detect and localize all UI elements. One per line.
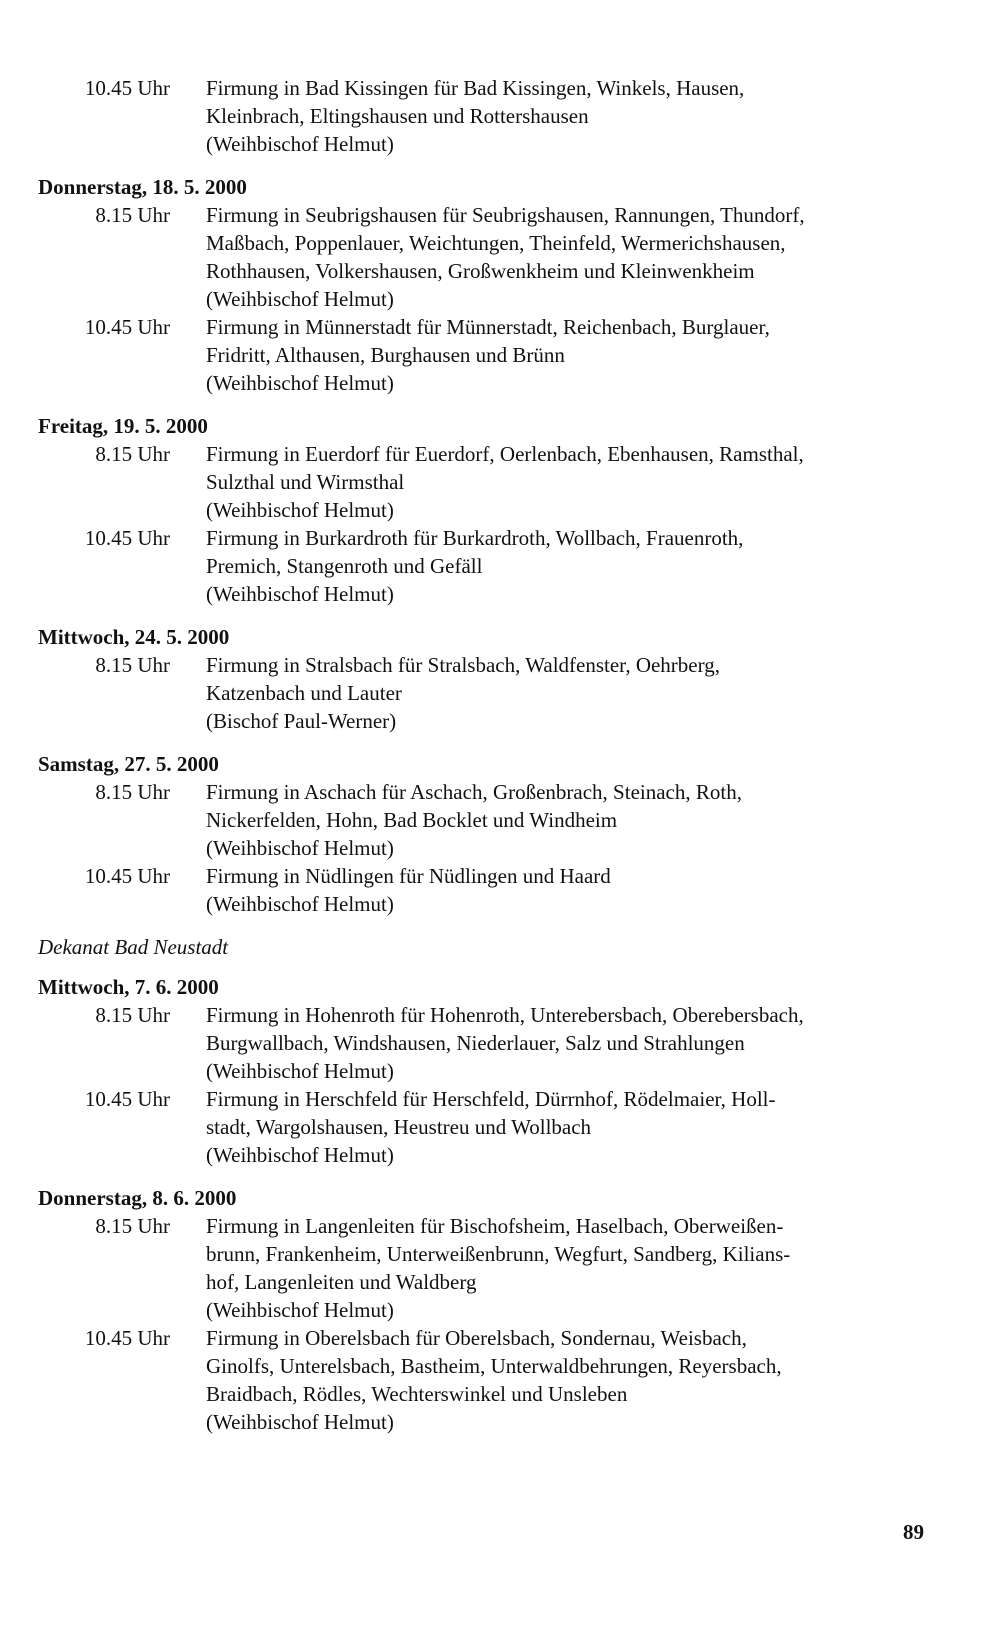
description-line: brunn, Frankenheim, Unterweißenbrunn, Wegfurt, Sandberg, Kilians- [206, 1242, 791, 1266]
description-line: Nickerfelden, Hohn, Bad Bocklet und Windheim [206, 808, 618, 832]
entry-time-cell [38, 1085, 170, 1169]
entry-time: 10.45 Uhr [84, 864, 170, 888]
description-line: (Bischof Paul-Werner) [206, 709, 397, 733]
deanery-heading: Dekanat Bad Neustadt [38, 935, 229, 959]
description-line: Firmung in Langenleiten für Bischofsheim, Haselbach, Oberweißen- [206, 1214, 784, 1238]
entry-description [170, 778, 916, 862]
description-line: Firmung in Aschach für Aschach, Großenbrach, Steinach, Roth, [206, 780, 742, 804]
schedule-entry [38, 1085, 938, 1169]
entry-time-cell [38, 778, 170, 862]
entry-description [170, 440, 916, 524]
description-line: Firmung in Münnerstadt für Münnerstadt, Reichenbach, Burglauer, [206, 315, 770, 339]
description-line: (Weihbischof Helmut) [206, 582, 394, 606]
entry-time-cell [38, 74, 170, 158]
description-line: Sulzthal und Wirmsthal [206, 470, 405, 494]
schedule-entry [38, 862, 938, 918]
description-line: Firmung in Stralsbach für Stralsbach, Waldfenster, Oehrberg, [206, 653, 720, 677]
description-line: (Weihbischof Helmut) [206, 1410, 394, 1434]
entry-time-cell [38, 201, 170, 313]
day-section [38, 623, 938, 735]
entry-description [170, 524, 916, 608]
description-line: Braidbach, Rödles, Wechterswinkel und Unsleben [206, 1382, 628, 1406]
description-line: Ginolfs, Unterelsbach, Bastheim, Unterwaldbehrungen, Reyersbach, [206, 1354, 782, 1378]
description-line: Firmung in Hohenroth für Hohenroth, Unterebersbach, Oberebersbach, [206, 1003, 804, 1027]
description-line: Maßbach, Poppenlauer, Weichtungen, Theinfeld, Wermerichshausen, [206, 231, 786, 255]
entry-description [170, 1212, 916, 1324]
description-line: Rothhausen, Volkershausen, Großwenkheim und Kleinwenkheim [206, 259, 755, 283]
entry-time: 8.15 Uhr [95, 203, 170, 227]
days-part1 [38, 173, 938, 918]
schedule-entry [38, 1324, 938, 1436]
schedule-entry [38, 313, 938, 397]
entry-time-cell [38, 862, 170, 918]
entry-time: 10.45 Uhr [84, 1087, 170, 1111]
description-line: Firmung in Bad Kissingen für Bad Kissingen, Winkels, Hausen, [206, 76, 745, 100]
entry-time: 8.15 Uhr [95, 653, 170, 677]
description-line: (Weihbischof Helmut) [206, 132, 394, 156]
description-line: stadt, Wargolshausen, Heustreu und Wollbach [206, 1115, 592, 1139]
intro-section [38, 74, 938, 158]
description-line: Fridritt, Althausen, Burghausen und Brünn [206, 343, 565, 367]
description-line: (Weihbischof Helmut) [206, 1143, 394, 1167]
entry-time-cell [38, 1324, 170, 1436]
description-line: (Weihbischof Helmut) [206, 836, 394, 860]
day-section [38, 412, 938, 608]
schedule-entry [38, 440, 938, 524]
entry-time: 10.45 Uhr [84, 76, 170, 100]
schedule-entry [38, 74, 938, 158]
entry-time: 8.15 Uhr [95, 1214, 170, 1238]
entry-description [170, 1324, 916, 1436]
entry-description [170, 74, 916, 158]
entry-time-cell [38, 524, 170, 608]
description-line: (Weihbischof Helmut) [206, 892, 394, 916]
description-line: hof, Langenleiten und Waldberg [206, 1270, 477, 1294]
entry-time: 8.15 Uhr [95, 1003, 170, 1027]
schedule-entry [38, 524, 938, 608]
day-heading: Donnerstag, 8. 6. 2000 [38, 1186, 237, 1210]
entry-time: 8.15 Uhr [95, 780, 170, 804]
description-line: (Weihbischof Helmut) [206, 287, 394, 311]
entry-time: 10.45 Uhr [84, 1326, 170, 1350]
description-line: Firmung in Oberelsbach für Oberelsbach, Sondernau, Weisbach, [206, 1326, 747, 1350]
description-line: Firmung in Euerdorf für Euerdorf, Oerlenbach, Ebenhausen, Ramsthal, [206, 442, 804, 466]
schedule-entry [38, 201, 938, 313]
description-line: (Weihbischof Helmut) [206, 1059, 394, 1083]
day-section [38, 1184, 938, 1436]
description-line: (Weihbischof Helmut) [206, 1298, 394, 1322]
description-line: (Weihbischof Helmut) [206, 498, 394, 522]
description-line: Kleinbrach, Eltingshausen und Rottershausen [206, 104, 589, 128]
description-line: Firmung in Nüdlingen für Nüdlingen und Haard [206, 864, 611, 888]
description-line: Burgwallbach, Windshausen, Niederlauer, Salz und Strahlungen [206, 1031, 745, 1055]
day-heading: Donnerstag, 18. 5. 2000 [38, 175, 247, 199]
entry-time-cell [38, 1001, 170, 1085]
entry-description [170, 862, 916, 918]
entry-time-cell [38, 440, 170, 524]
entry-time-cell [38, 1212, 170, 1324]
entry-time-cell [38, 313, 170, 397]
schedule-entry [38, 778, 938, 862]
description-line: (Weihbischof Helmut) [206, 371, 394, 395]
schedule-entry [38, 1001, 938, 1085]
entry-time: 10.45 Uhr [84, 315, 170, 339]
entry-time-cell [38, 651, 170, 735]
day-section [38, 973, 938, 1169]
entry-description [170, 1001, 916, 1085]
day-heading: Freitag, 19. 5. 2000 [38, 414, 208, 438]
schedule-page [38, 74, 938, 1451]
description-line: Firmung in Burkardroth für Burkardroth, Wollbach, Frauenroth, [206, 526, 744, 550]
day-section [38, 173, 938, 397]
schedule-entry [38, 1212, 938, 1324]
day-section [38, 750, 938, 918]
days-part2 [38, 973, 938, 1436]
description-line: Katzenbach und Lauter [206, 681, 402, 705]
entry-description [170, 1085, 916, 1169]
entry-time: 8.15 Uhr [95, 442, 170, 466]
description-line: Firmung in Seubrigshausen für Seubrigshausen, Rannungen, Thundorf, [206, 203, 805, 227]
entry-description [170, 201, 916, 313]
entry-description [170, 313, 916, 397]
day-heading: Samstag, 27. 5. 2000 [38, 752, 219, 776]
schedule-entry [38, 651, 938, 735]
day-heading: Mittwoch, 24. 5. 2000 [38, 625, 230, 649]
page-number: 89 [903, 1520, 924, 1544]
entry-description [170, 651, 916, 735]
entry-time: 10.45 Uhr [84, 526, 170, 550]
description-line: Premich, Stangenroth und Gefäll [206, 554, 483, 578]
description-line: Firmung in Herschfeld für Herschfeld, Dürrnhof, Rödelmaier, Holl- [206, 1087, 776, 1111]
day-heading: Mittwoch, 7. 6. 2000 [38, 975, 219, 999]
